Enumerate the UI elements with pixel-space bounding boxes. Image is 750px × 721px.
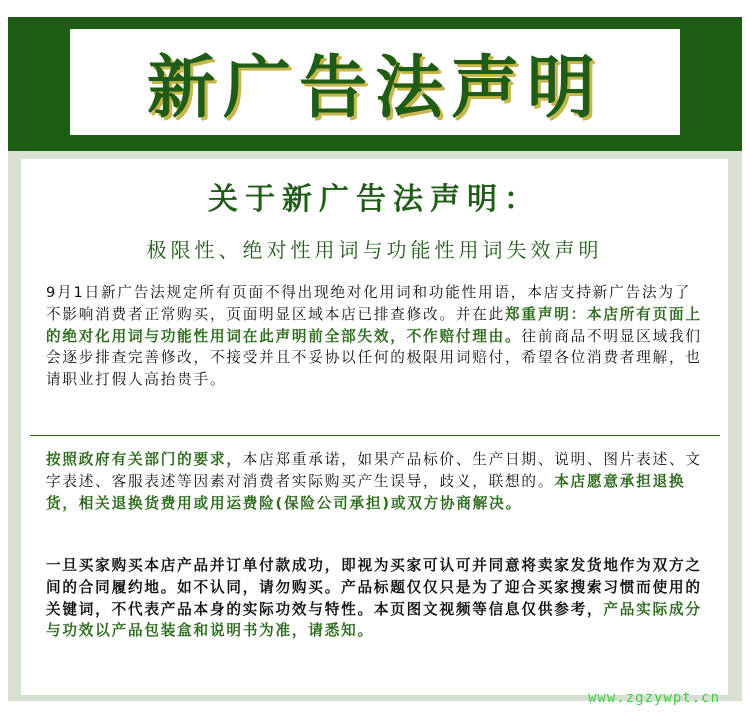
paragraph-ad-law bbox=[46, 282, 706, 391]
paragraph-purchase-terms bbox=[46, 555, 706, 642]
paragraph-commitment-emphasis-2: 本店愿意承担退换货，相关退换货费用或用运费险(保险公司承担)或双方协商解决。 bbox=[46, 472, 686, 512]
section-divider bbox=[30, 435, 720, 436]
watermark-url: www.zgzywpt.cn bbox=[588, 690, 721, 706]
statement-heading: 关于新广告法声明： bbox=[208, 182, 541, 217]
paragraph-ad-law-emphasis: 郑重声明：本店所有页面上的绝对化用词与功能性用词在此声明前全部失效，不作赔付理由。 bbox=[46, 305, 702, 345]
paragraph-purchase-terms-text: 一旦买家购买本店产品并订单付款成功，即视为买家可认可并同意将卖家发货地作为双方之间的合同履约地。如不认同，请勿购买。产品标题仅仅只是为了迎合买家搜索习惯而使用的关键词，不代表产品本身的实际功效与特性。本页图文视频等信息仅供参考， bbox=[46, 557, 702, 618]
paragraph-purchase-terms-emphasis: 产品实际成分与功效以产品包装盒和说明书为准，请悉知。 bbox=[46, 600, 702, 640]
paragraph-commitment-text: 本店郑重承诺，如果产品标价、生产日期、说明、图片表述、文字表述、客服表述等因素对消费者实际购买产生误导，歧义，联想的。 bbox=[46, 451, 702, 490]
paragraph-commitment-emphasis-1: 按照政府有关部门的要求， bbox=[46, 451, 243, 468]
statement-subheading: 极限性、绝对性用词与功能性用词失效声明 bbox=[146, 238, 603, 262]
page-title: 新广告法声明 bbox=[146, 48, 603, 128]
title-box bbox=[70, 29, 680, 135]
paragraph-commitment bbox=[46, 449, 706, 514]
paragraph-ad-law-text-1: 9月1日新广告法规定所有页面不得出现绝对化用词和功能性用语，本店支持新广告法为了不影响消费者正常购买，页面明显区域本店已排查修改。并在此 bbox=[46, 284, 692, 323]
paragraph-ad-law-text-2: 往前商品不明显区域我们会逐步排查完善修改，不接受并且不妥协以任何的极限用词赔付，希望各位消费者理解，也请职业打假人高抬贵手。 bbox=[46, 327, 702, 389]
